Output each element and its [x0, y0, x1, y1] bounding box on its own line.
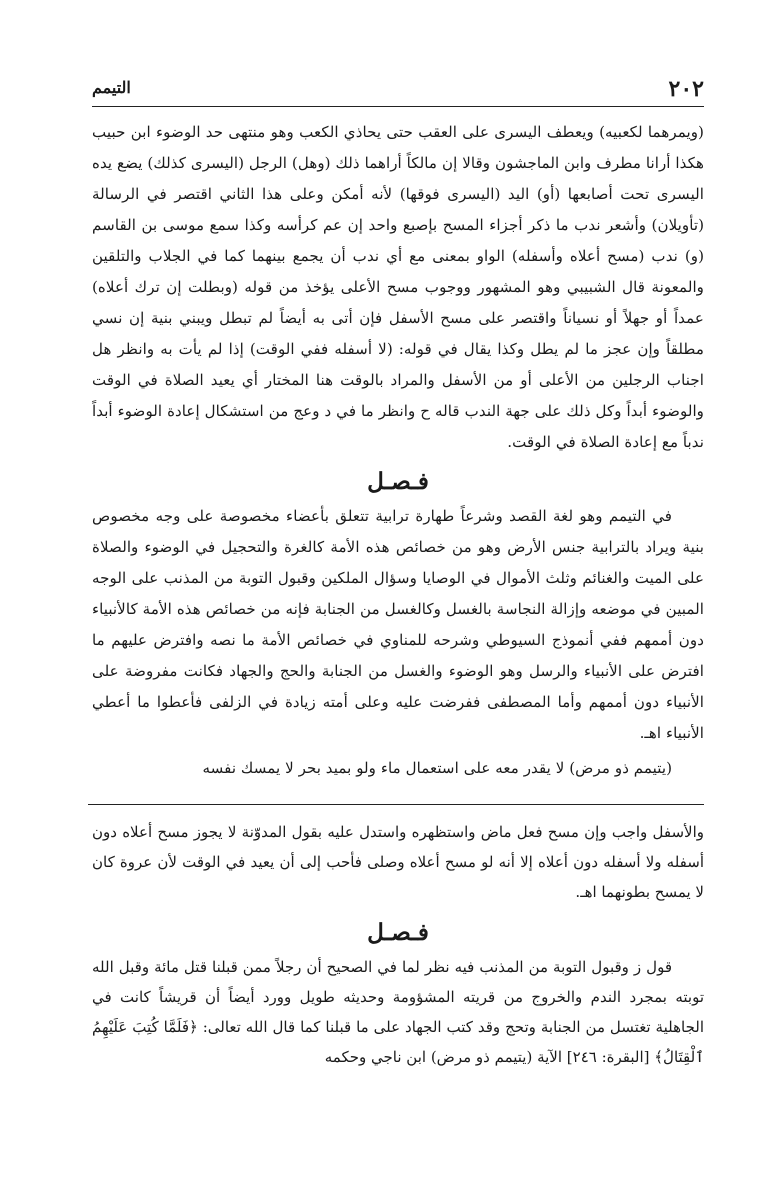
- footnote-section-heading: فـصـل: [367, 919, 429, 946]
- main-paragraph: (يتيمم ذو مرض) لا يقدر معه على استعمال ماء ولو بميد بحر لا يمسك نفسه: [202, 759, 672, 777]
- page-number: ٢٠٢: [668, 76, 704, 102]
- main-paragraph: (ويمرهما لكعبيه) ويعطف اليسرى على العقب حتى يحاذي الكعب وهو منتهى حد الوضوء ابن حبيب هكذا أرانا مطرف وابن الماجشون وقالا إن مالكاً أراهما ذلك (وهل) الرجل (اليسرى كذلك) يضع يده اليسرى تحت أصابعها (أو) اليد (اليسرى فوقها) لأنه أمكن وعلى هذا الثاني اقتصر في الرسالة (تأويلان) وأشعر ندب ما ذكر أجزاء المسح بإصبع واحد إن عم كرأسه وكذا سمع موسى بن القاسم (و) ندب (مسح أعلاه وأسفله) الواو بمعنى مع أي ندب أن يجمع بينهما كما في الجلاب والتلقين والمعونة قال الشبيبي وهو المشهور ووجوب مسح الأعلى يؤخذ من قوله (وبطلت إن ترك أعلاه) عمداً أو جهلاً أو نسياناً واقتصر على مسح الأسفل فإن أتى به أيضاً لم تبطل ويبني بنية إن نسي مطلقاً وإن عجز ما لم يطل وكذا يقال في قوله: (لا أسفله ففي الوقت) إذا لم يأت به وانظر هل اجناب الرجلين من الأعلى أو من الأسفل والمراد بالوقت هنا المختار أي يعيد الصلاة في الوقت والوضوء أبداً وكل ذلك على جهة الندب قاله ح وانظر ما في د وعج من استشكال إعادة الوضوء أبداً ندباً مع إعادة الصلاة في الوقت.: [92, 123, 704, 451]
- running-title: التيمم: [92, 78, 131, 97]
- page: [92, 72, 704, 1072]
- footnote-divider: [88, 804, 704, 805]
- footnote-paragraph: والأسفل واجب وإن مسح فعل ماض واستظهره واستدل عليه بقول المدوّنة لا يجوز مسح أعلاه دون أسفله ولا أسفله دون أعلاه إلا أنه لو مسح أعلاه وصلى فأحب إلى أن يعيد في الوقت لأن عروة كان لا يمسح بطونهما اهـ.: [92, 823, 704, 901]
- section-heading: فـصـل: [367, 468, 429, 495]
- main-paragraph: في التيمم وهو لغة القصد وشرعاً طهارة ترابية تتعلق بأعضاء مخصوصة على وجه مخصوص بنية ويراد بالترابية جنس الأرض وهو من خصائص هذه الأمة كالغرة والتحجيل في الوضوء والصلاة على الميت والغنائم وثلث الأموال في الوصايا وسؤال الملكين وقبول التوبة من المذنب على الوجه المبين في موضعه وإزالة النجاسة بالغسل وكالغسل من الجنابة فإنه من خصائص هذه الأمة كالأنبياء دون أممهم ففي أنموذج السيوطي وشرحه للمناوي في خصائص الأمة ما نصه وافترض عليهم ما افترض على الأنبياء والرسل وهو الوضوء والغسل من الجنابة والحج والجهاد فكانت مفروضة على الأنبياء دون أممهم وأما المصطفى ففرضت عليه وعلى أمته زيادة في الزلفى فأعطوا ما أعطي الأنبياء اهـ.: [92, 507, 704, 742]
- main-text: [92, 117, 704, 784]
- footnote-paragraph: قول ز وقبول التوبة من المذنب فيه نظر لما في الصحيح أن رجلاً ممن قبلنا قتل مائة وقبل الله توبته بمجرد الندم والخروج من قريته المشؤومة وحديثه طويل وورد أيضاً أن قريشاً كانت في الجاهلية تغتسل من الجنابة وتحج وقد كتب الجهاد على ما قبلنا كما قال الله تعالى: ﴿فَلَمَّا كُتِبَ عَلَيْهِمُ ٱلْقِتَالُ﴾ [البقرة: ٢٤٦] الآية (يتيمم ذو مرض) ابن ناجي وحكمه: [92, 958, 704, 1066]
- footnotes: [92, 817, 704, 1072]
- page-header: [92, 72, 704, 107]
